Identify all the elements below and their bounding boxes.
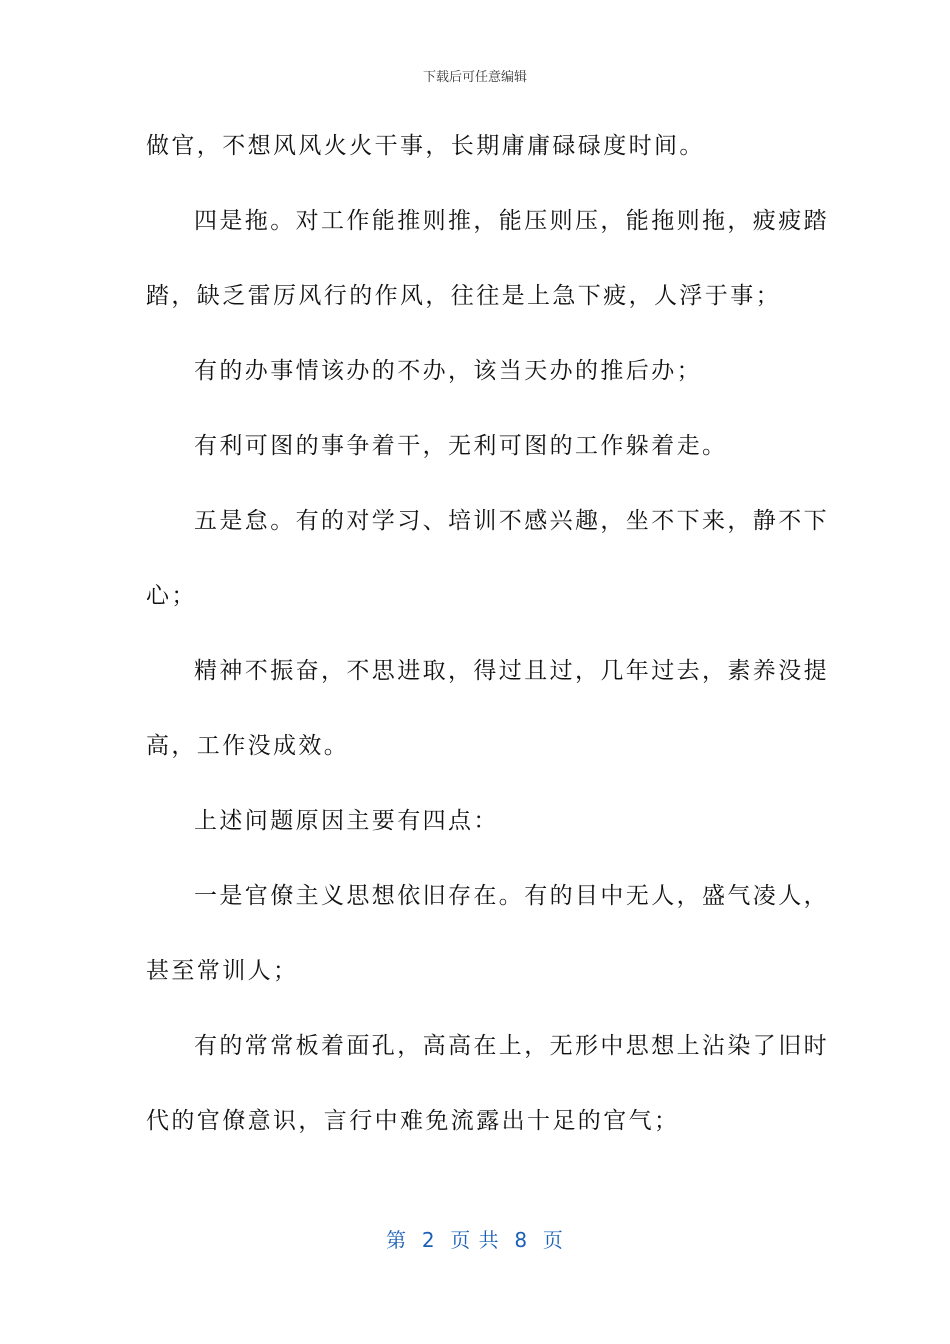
text-line: 高，工作没成效。 — [146, 733, 350, 759]
text-line: 四是拖。对工作能推则推，能压则压，能拖则拖，疲疲踏 — [194, 208, 829, 234]
text-line: 做官，不想风风火火干事，长期庸庸碌碌度时间。 — [146, 133, 705, 159]
text-line: 五是怠。有的对学习、培训不感兴趣，坐不下来，静不下 — [194, 508, 829, 534]
text-line: 甚至常训人； — [146, 958, 299, 984]
text-line: 有的常常板着面孔，高高在上，无形中思想上沾染了旧时 — [194, 1033, 829, 1059]
page-number-text: 第 2 页 共 8 页 — [386, 1228, 564, 1252]
page-number-footer — [0, 1224, 950, 1253]
document-body — [146, 118, 829, 1168]
text-line: 有的办事情该办的不办，该当天办的推后办； — [194, 358, 702, 384]
text-line: 有利可图的事争着干，无利可图的工作躲着走。 — [194, 433, 728, 459]
text-line: 心； — [146, 583, 197, 609]
text-line: 精神不振奋，不思进取，得过且过，几年过去，素养没提 — [194, 658, 829, 684]
page-header: 下载后可任意编辑 — [422, 70, 527, 85]
text-line: 踏，缺乏雷厉风行的作风，往往是上急下疲，人浮于事； — [146, 283, 781, 309]
text-line: 上述问题原因主要有四点： — [194, 808, 499, 834]
text-line: 代的官僚意识，言行中难免流露出十足的官气； — [146, 1108, 680, 1134]
text-line: 一是官僚主义思想依旧存在。有的目中无人，盛气凌人， — [194, 883, 829, 909]
